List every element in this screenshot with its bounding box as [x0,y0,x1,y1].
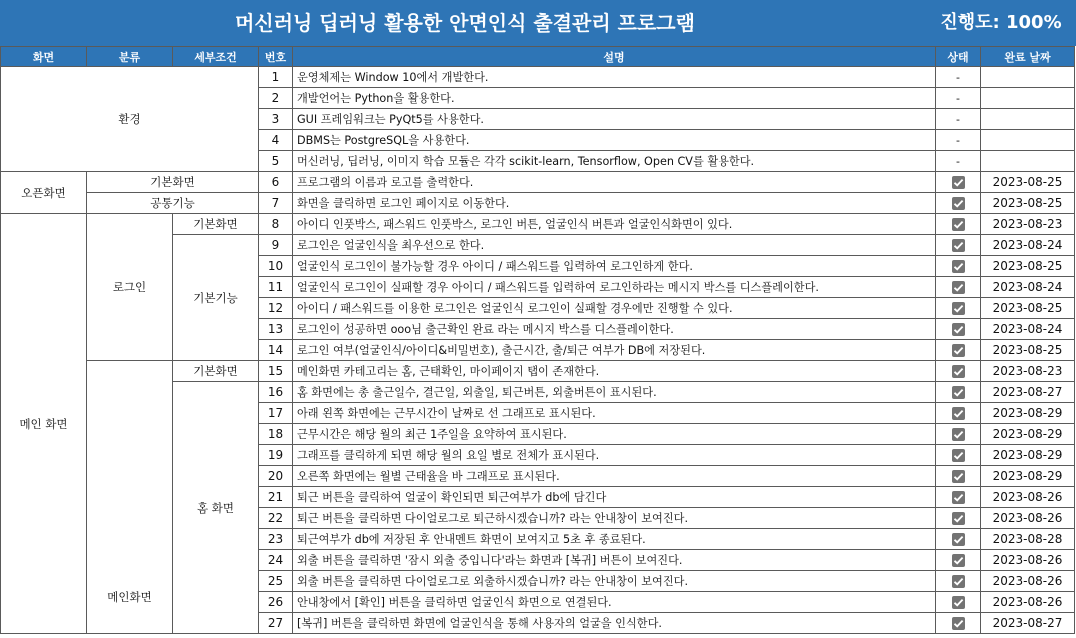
table-row [1,172,1075,193]
row-status: - [936,151,981,172]
row-number: 21 [259,487,293,508]
row-status [936,466,981,487]
row-status [936,277,981,298]
checkbox-checked-icon[interactable] [952,239,965,252]
row-status [936,487,981,508]
row-date [981,109,1075,130]
row-description: 외출 버튼을 클릭하면 다이얼로그로 외출하시겠습니까? 라는 안내창이 보여진다. [293,571,936,592]
row-description: 프로그램의 이름과 로고를 출력한다. [293,172,936,193]
row-description: 아이디 인풋박스, 패스워드 인풋박스, 로그인 버튼, 얼굴인식 버튼과 얼굴인식화면이 있다. [293,214,936,235]
row-status: - [936,88,981,109]
row-number: 9 [259,235,293,256]
row-status [936,508,981,529]
row-status [936,361,981,382]
row-date: 2023-08-26 [981,508,1075,529]
group-home-screen: 홈 화면 [173,382,259,634]
row-number: 8 [259,214,293,235]
row-description: 얼굴인식 로그인이 불가능할 경우 아이디 / 패스워드를 입력하여 로그인하게 한다. [293,256,936,277]
row-number: 15 [259,361,293,382]
row-description: GUI 프레임워크는 PyQt5를 사용한다. [293,109,936,130]
row-description: 메인화면 카테고리는 홈, 근태확인, 마이페이지 탭이 존재한다. [293,361,936,382]
row-status [936,592,981,613]
row-date: 2023-08-24 [981,235,1075,256]
row-description: 퇴근 버튼을 클릭하여 얼굴이 확인되면 퇴근여부가 db에 담긴다 [293,487,936,508]
col-header-description: 설명 [293,47,936,67]
group-open-common: 공통기능 [87,193,259,214]
row-number: 20 [259,466,293,487]
checkbox-checked-icon[interactable] [952,281,965,294]
row-number: 17 [259,403,293,424]
row-description: 얼굴인식 로그인이 실패할 경우 아이디 / 패스워드를 입력하여 로그인하라는 메시지 박스를 디스플레이한다. [293,277,936,298]
checkbox-checked-icon[interactable] [952,386,965,399]
row-description: 로그인은 얼굴인식을 최우선으로 한다. [293,235,936,256]
row-description: DBMS는 PostgreSQL을 사용한다. [293,130,936,151]
checkbox-checked-icon[interactable] [952,470,965,483]
checkbox-checked-icon[interactable] [952,512,965,525]
checkbox-checked-icon[interactable] [952,323,965,336]
row-number: 11 [259,277,293,298]
row-number: 18 [259,424,293,445]
row-date: 2023-08-29 [981,466,1075,487]
checkbox-checked-icon[interactable] [952,449,965,462]
row-status [936,172,981,193]
col-header-number: 번호 [259,47,293,67]
row-number: 16 [259,382,293,403]
checkbox-checked-icon[interactable] [952,617,965,630]
row-status: - [936,130,981,151]
row-status [936,424,981,445]
checkbox-checked-icon[interactable] [952,533,965,546]
row-date: 2023-08-26 [981,571,1075,592]
row-description: 로그인 여부(얼굴인식/아이디&비밀번호), 출근시간, 출/퇴근 여부가 DB에 저장된다. [293,340,936,361]
row-date: 2023-08-25 [981,298,1075,319]
row-number: 6 [259,172,293,193]
row-number: 13 [259,319,293,340]
row-status [936,550,981,571]
row-status: - [936,67,981,88]
checkbox-checked-icon[interactable] [952,218,965,231]
row-status [936,340,981,361]
group-open-basic: 기본화면 [87,172,259,193]
row-number: 19 [259,445,293,466]
row-number: 4 [259,130,293,151]
row-date: 2023-08-29 [981,403,1075,424]
row-number: 23 [259,529,293,550]
group-main-screen: 메인 화면 [1,214,87,634]
row-status [936,298,981,319]
row-description: 로그인이 성공하면 ooo님 출근확인 완료 라는 메시지 박스를 디스플레이한다. [293,319,936,340]
row-description: 오른쪽 화면에는 월별 근태율을 바 그래프로 표시된다. [293,466,936,487]
row-date: 2023-08-29 [981,424,1075,445]
row-status [936,382,981,403]
row-number: 24 [259,550,293,571]
row-date: 2023-08-28 [981,529,1075,550]
checkbox-checked-icon[interactable] [952,491,965,504]
row-date: 2023-08-24 [981,319,1075,340]
row-description: 아이디 / 패스워드를 이용한 로그인은 얼굴인식 로그인이 실패할 경우에만 진행할 수 있다. [293,298,936,319]
row-number: 14 [259,340,293,361]
row-status [936,529,981,550]
row-description: 그래프를 클릭하게 되면 해당 월의 요일 별로 전체가 표시된다. [293,445,936,466]
row-status [936,235,981,256]
row-description: 홈 화면에는 총 출근일수, 결근일, 외출일, 퇴근버튼, 외출버튼이 표시된다. [293,382,936,403]
row-number: 12 [259,298,293,319]
table-row [1,361,1075,382]
row-date: 2023-08-27 [981,613,1075,634]
table-row [1,193,1075,214]
checkbox-checked-icon[interactable] [952,575,965,588]
row-status [936,256,981,277]
row-date: 2023-08-27 [981,382,1075,403]
checkbox-checked-icon[interactable] [952,302,965,315]
checkbox-checked-icon[interactable] [952,596,965,609]
progress-label: 진행도: 100% [940,12,1062,33]
row-date: 2023-08-25 [981,193,1075,214]
row-number: 25 [259,571,293,592]
checkbox-checked-icon[interactable] [952,554,965,567]
row-number: 5 [259,151,293,172]
page-title: 머신러닝 딥러닝 활용한 안면인식 출결관리 프로그램 [235,11,695,35]
col-header-category: 분류 [87,47,173,67]
row-description: 퇴근 버튼을 클릭하면 다이얼로그로 퇴근하시겠습니까? 라는 안내창이 보여진다. [293,508,936,529]
row-description: 아래 왼쪽 화면에는 근무시간이 날짜로 선 그래프로 표시된다. [293,403,936,424]
row-date: 2023-08-29 [981,445,1075,466]
requirements-table [0,46,1075,634]
row-date [981,88,1075,109]
group-open-screen: 오픈화면 [1,172,87,214]
row-number: 27 [259,613,293,634]
col-header-done-date: 완료 날짜 [981,47,1075,67]
row-description: 근무시간은 해당 월의 최근 1주일을 요약하여 표시된다. [293,424,936,445]
checkbox-checked-icon[interactable] [952,365,965,378]
row-description: 머신러닝, 딥러닝, 이미지 학습 모듈은 각각 scikit-learn, Tensorflow, Open CV를 활용한다. [293,151,936,172]
row-status [936,571,981,592]
row-number: 22 [259,508,293,529]
row-description: 화면을 클릭하면 로그인 페이지로 이동한다. [293,193,936,214]
row-number: 1 [259,67,293,88]
row-date: 2023-08-23 [981,214,1075,235]
row-number: 7 [259,193,293,214]
group-main-category: 메인화면 [87,361,173,634]
row-description: 퇴근여부가 db에 저장된 후 안내멘트 화면이 보여지고 5초 후 종료된다. [293,529,936,550]
row-description: [복귀] 버튼을 클릭하면 화면에 얼굴인식을 통해 사용자의 얼굴을 인식한다. [293,613,936,634]
row-status [936,319,981,340]
row-description: 개발언어는 Python을 활용한다. [293,88,936,109]
row-date: 2023-08-26 [981,592,1075,613]
checkbox-checked-icon[interactable] [952,407,965,420]
row-date: 2023-08-26 [981,550,1075,571]
row-number: 3 [259,109,293,130]
row-status [936,445,981,466]
col-header-status: 상태 [936,47,981,67]
group-env: 환경 [1,67,259,172]
row-status [936,214,981,235]
row-date: 2023-08-25 [981,172,1075,193]
checkbox-checked-icon[interactable] [952,176,965,189]
row-status [936,613,981,634]
row-number: 26 [259,592,293,613]
row-number: 2 [259,88,293,109]
group-login-basic-screen: 기본화면 [173,214,259,235]
row-date: 2023-08-25 [981,256,1075,277]
row-status [936,403,981,424]
group-login: 로그인 [87,214,173,361]
row-date: 2023-08-23 [981,361,1075,382]
row-number: 10 [259,256,293,277]
col-header-condition: 세부조건 [173,47,259,67]
row-date [981,151,1075,172]
row-date: 2023-08-26 [981,487,1075,508]
row-date [981,67,1075,88]
checkbox-checked-icon[interactable] [952,260,965,273]
table-row [1,214,1075,235]
header-row [1,47,1075,67]
row-description: 운영체제는 Window 10에서 개발한다. [293,67,936,88]
row-description: 외출 버튼을 클릭하면 '잠시 외출 중입니다'라는 화면과 [복귀] 버튼이 보여진다. [293,550,936,571]
row-description: 안내창에서 [확인] 버튼을 클릭하면 얼굴인식 화면으로 연결된다. [293,592,936,613]
checkbox-checked-icon[interactable] [952,428,965,441]
group-login-basic-func: 기본기능 [173,235,259,361]
row-date: 2023-08-24 [981,277,1075,298]
table-row [1,67,1075,88]
col-header-screen: 화면 [1,47,87,67]
row-date: 2023-08-25 [981,340,1075,361]
row-date [981,130,1075,151]
row-status [936,193,981,214]
checkbox-checked-icon[interactable] [952,197,965,210]
row-status: - [936,109,981,130]
checkbox-checked-icon[interactable] [952,344,965,357]
group-main-basic-screen: 기본화면 [173,361,259,382]
title-banner [0,0,1076,46]
